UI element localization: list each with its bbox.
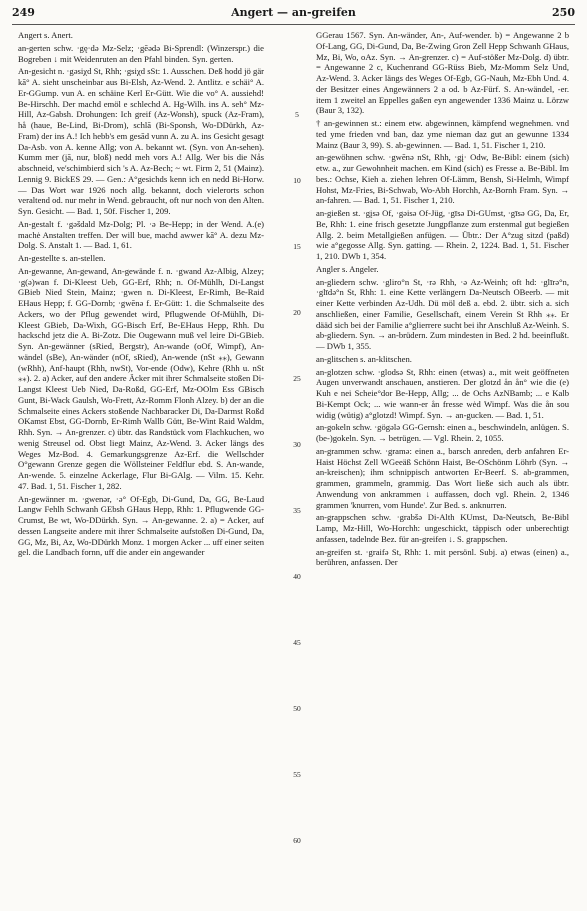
line-number: 45 (293, 638, 301, 647)
running-title: Angert — an-greifen (231, 6, 356, 19)
line-number: 35 (293, 506, 301, 515)
entry-an-gewaenner: An-gewänner m. ·gwenər, ·ə° Of-Egb, Di-Gund, Da, GG, Be-Laud Langw Fehlh Schwanh GEbsh GHaus Hepp, Rhh: 1. Pflugwende GG-Crumst, Be wt, Wo-DDürkh. Syn. → An-gewanne. 2. a) = Acker, auf dessen Langseite andere mit ihrer Schmalseite aufstoßen Di-Gund, Da, GG, Mz, Bi, Az, Wo-DDürkh Monz. 1 morgen Acker ... uff einer seiten gel. die Landbach fornn, uff die ander ein angewander (18, 493, 264, 558)
entry-an-gewoehnen: an-gewöhnen schw. ·gwēnə nSt, Rhh, ·gį· Odw, Be-Bibl: einem (sich) etw. a., zur Gewohnheit machen. em Kind (sich) es Fresse a. Be-Bibl. Im bes.: Ochse, Kieh a. ziehen lehren Of-Lämm, Bensh, Si-Helmh, Wimpf Hohst, Mz-Fries, Bi-Schwab, Wo-Abh Horchh, Az-Bornh Fram. Syn. → an-fahren. — Bad. 1, 51. Fischer 1, 210. (316, 152, 569, 206)
entry-an-grappschen: an-grappschen schw. ·grabšə Di-Alth KUmst, Da-Neutsch, Be-Bibl Lamp, Mz-Hill, Wo-Horchh: ungeschickt, täppisch oder unberechtigt anfassen, tadelnde Bez. für an-greifen ↓. S. grappschen. (316, 512, 569, 544)
entry-angler: Angler s. Angeler. (316, 263, 379, 274)
line-number: 50 (293, 704, 301, 713)
entry-an-glitschen: an-glitschen s. an-klitschen. (316, 353, 412, 364)
line-number: 15 (293, 242, 301, 251)
entry-an-giessen: an-gießen st. ·gįsə Of, ·gəisə Of-Jüg, ·gīsə Di-GUmst, ·gīsə GG, Da, Er, Be, Rhh: 1. eine frisch gesetzte Jungpflanze zum erstenmal gut begießen Allg. 2. beim Metallgießen anfügen. — Übtr.: Der A°zug sitzd (paßd) wie a°gegosse Allg. Syn. gatting. — Rhein. 2, 1224. Bad. 1, 51. Fischer 1, 210. DWb 1, 354. (316, 208, 569, 261)
page-number-left: 249 (12, 6, 35, 19)
line-number: 10 (293, 176, 301, 185)
entry-an-gestellte: An-gestellte s. an-stellen. (18, 253, 106, 263)
line-number: 25 (293, 374, 301, 383)
line-number: 60 (293, 836, 301, 845)
page-number-right: 250 (552, 6, 575, 19)
entry-an-gewanne: An-gewanne, An-gewand, An-gewände f. n. ·gwand Az-Albig, Alzey; ·g(ə)wan f. Di-Kleest Ueb, GG-Erf, Rhh; n. Of-Mühlh, Di-Langst GBieb Nied Stein, Mainz; ·gwen n. Di-Kleest, Er-Rimh, Be-Raid EHaus Hepp; f. GG-Dornb; ·gwēnə f. Er-Gütt: 1. die Schmalseite des Ackers, wo der Pflug gewendet wird, Pflugwende Of-Mühlh, Di-Kleest GBieb, Da-Wixh, GG-Bisch Erf, Be-EHaus Hepp, Rhh. Du hackschd jetz die A. Bi-Zotz. Die Ougewann muß vel leire Di-GBieb. Syn. An-gewänner (sRied, Bergstr), An-wande (oOf, Wimpf), An-wändel (sBe), An-wänder (nOf, sRied), An-wende (nSt ⁎⁎), Gewann (wRhh), Anf-haupt (Rhh, nwSt), Vor-ende (Odw), Kehre (Rhh u. nSt ⁎⁎). 2. a) Acker, auf den andere Äcker mit ihrer Schmalseite stoßen Di-Langst Kleest Ueb Nied, Da-Roßd, GG-Erf, Mz-OOlm Ess GBisch Gunt, Bi-Wack Gaulsh, Wo-Frett, Az-Romm Flonh Alzey. b) der an die Schmalseite eines Ackers stoßende Nachbaracker Di, Da-Darmst Roßd OKamst Ebst, GG-Dornb, Er-Rimh Wallb Gütt, Be-Wint Raid Waldm, Rhh. Syn. → An-grenzer. c) übtr. das Randstück vom Flachkuchen, wo wenig Streusel od. Obst liegt Mainz, Az-Wend. 3. Acker längs des Weges Mz-Bod. 4. Gemarkungsgrenze Az-Erf. die Wellschder O°gewann Grenze gegen die Wöllsteiner Feldflur ebd. S. An-wande, An-wende. 5. einzelne Ackerlage, Flur Bi-GAlg. — Vilm. 15. Kehr. 47. Bad. 1, 51. Fischer 1, 282. (18, 265, 264, 491)
line-number: 20 (293, 308, 301, 317)
line-number: 40 (293, 572, 301, 581)
entry-an-gewaenner-cont: GGerau 1567. Syn. An-wänder, An-, Auf-wender. b) = Angewanne 2 b Of-Lang, GG, Di-Gund, Da, Be-Zwing Gron Zell Hepp Schwanh GHaus, Mz, Bi, Wo, oAz. Syn. → An-grenzer. c) = Auf-stößer Mz-Dolg. d) übtr. = Angewanne 2 c, Kuchenrand GG-Rüss Bieb, Mz-Momm Selz Und, Az-Wend. 3. Acker längs des Weges Of-Egb, GG-Nauh, Mz-Ebh Und. 4. der Besitzer eines Angewänners 2 a od. b Az-Fürf. S. An-wändel, -er. item 1 zweitel an Eppelles gaßen eyn angewender 1336 Mainz u. Lörzw (Baur 3, 132). (316, 30, 569, 116)
entry-an-gestalt: An-gestalt f. ·gəšdald Mz-Dolg; Pl. ·ə Be-Hepp; in der Wend. A.(e) machė Anstalten treffen. Der will bue, machd awwer kā° A. dezu Mz-Dolg. S. Anstalt 1. — Bad. 1, 61. (18, 218, 264, 251)
entry-an-gokeln: an-gokeln schw. ·gögələ GG-Gernsh: einen a., beschwindeln, anlügen. S. (be-)gokeln. Syn. → betrügen. — Vgl. Rhein. 2, 1055. (316, 422, 569, 443)
left-column (18, 30, 264, 560)
entry-an-gewinnen: † an-gewinnen st.: einem etw. abgewinnen, kämpfend wegnehmen. vnd ted yme frieden vnd ban, daz yme nieman daz gut an gewunne 1334 Mainz (Baur 3, 99). S. ab-gewinnen. — Bad. 1, 51. Fischer 1, 210. (316, 118, 569, 150)
page-header (12, 6, 575, 24)
entry-an-glotzen: an-glotzen schw. ·glodsə St, Rhh: einen (etwas) a., mit weit geöffneten Augen unverwandt anschauen, anstieren. Der glotzd ån ån° wie die (e) Kuh e nei Scheie°dor Be-Hepp, Allg; ... de Ochs AzNBamb; ... e Kalb Bi-Kempt Ock; ... wie wann-er ån fresse wėd Wimpf. Was die ån sou widig (wütig) a°glotzd! Wimpf. Syn. → an-gucken. — Bad. 1, 51. (316, 366, 569, 420)
entry-an-greifen: an-greifen st. ·graifə St, Rhh: 1. mit persönl. Subj. a) etwas (einen) a., berühren, anfassen. Der (316, 546, 569, 568)
entry-an-grammen: an-grammen schw. ·gramə: einen a., barsch anreden, derb anfahren Er-Haist Höchst Zell WGeeäß Schönn Haist, Be-OSchönm Löhrb (Syn. → an-kreischen); ihm schnippisch antworten Er-Beerf. S. ab-grammen, grammen, grammeln, grammig. Das Wort ließe sich auch als übtr. Anwendung von ankrammen ↓ auffassen, doch vgl. Rhein. 2, 1346 grammen 'knurren, vom Hunde'. Zur Bed. s. anknurren. (316, 445, 569, 510)
entry-an-gerten: an-gerten schw. ·gę·də Mz-Selz; ·gēədə Bi-Sprendl: (Winzerspr.) die Bogreben ↓ mit Weidenruten an den Pfahl binden. Syn. gerten. (18, 42, 264, 64)
right-column (316, 30, 569, 570)
entry-an-gliedern: an-gliedern schw. ·gliro°n St, ·rə Rhh, ·ə Az-Weinh; oft hd: ·glīrə°n, ·glīdə°n St, Rhh: 1. eine Kette verlängern Da-Neutsch OBeerb. — mit einer Kette verbinden Az-Udh. Dü möl deß a. ebd. 2. übtr. sich a. sich anschließen, einer Familie, Gesellschaft, einem Verein St Rhh ⁎⁎. Er dääd sich bei der Familie a°glierrere sucht bei ihr Anschluß Az-Weinh. S. ab-gliedern. Syn. → an-brüdern. Zum mindesten in Bed. 2 hd. beeinflußt. — DWb 1, 355. (316, 276, 569, 351)
header-rule (12, 24, 575, 25)
entry-an-gesicht: An-gesicht n. ·gəsiχd St, Rhh; ·gsiχd sSt: 1. Ausschen. Deß hodd jö gär kā° A. sieht unscheinbar aus Bi-Elsh, Az-Wend. 2. Antlitz. e schäi° A. Er-GGump. vun A. en schäine Kerl Er-Gütt. Wie die vo° A. aussiehd! Be-Hirschh. Der machd emöl e schlechd A. Hg-Wilh. ins A. seh° Mz-Hill, Az-Gabsh. Drohungen: Ich greif (Az-Wonsh), spuck (Az-Fram), hå (haue, Be-Lind, Bi-Drom), schlā (Bi-Sponsh, Wo-DDürkh, Az-Fram) der ins A.! Ich hebb's em gesād vunn A. zu A. ins Gesicht gesagt Da-Asb. von A. kenne Allg; von A. bekannt wt. (Syn. von An-sehen). Kumm mer (jā, nur, bloß) nedd meh vors A.! Allg. Wer bis die Nås abschneid, ve'schimbierd sich 's A. Az-Bech; ~ wt. Firm 2, 51 (Mainz). Lennig 9. BickES 29. — Gen.: A°gesichds kenn ich en nedd Bi-Horw. — Das Wort war 1926 noch allg. bekannt, doch vielerorts schon veraltend od. nur mehr in Wend. gebraucht, oft nur noch von den Alten. Syn. Gesicht. — Bad. 1, 50f. Fischer 1, 209. (18, 66, 264, 216)
line-number-gutter (289, 30, 305, 900)
line-number: 30 (293, 440, 301, 449)
line-number: 5 (295, 110, 299, 119)
line-number: 55 (293, 770, 301, 779)
entry-angert: Angert s. Anert. (18, 30, 73, 40)
